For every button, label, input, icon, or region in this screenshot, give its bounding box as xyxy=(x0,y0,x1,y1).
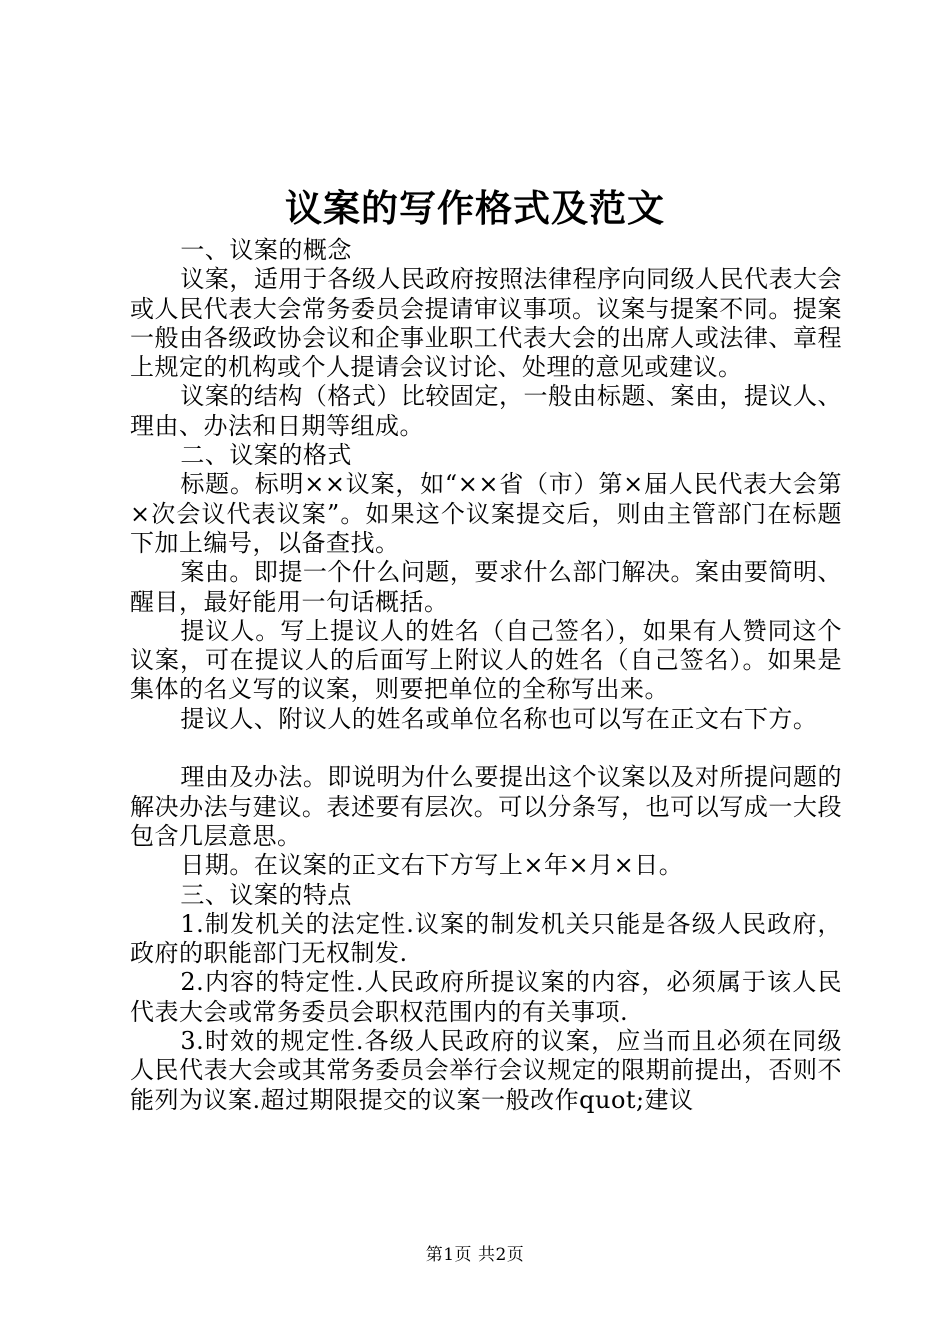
paragraph-cause: 案由。即提一个什么问题，要求什么部门解决。案由要简明、醒目，最好能用一句话概括。 xyxy=(130,558,842,616)
list-item-feature-3: 3.时效的规定性.各级人民政府的议案，应当而且必须在同级人民代表大会或其常务委员会举行会议规定的限期前提出，否则不能列为议案.超过期限提交的议案一般改作quot;建议 xyxy=(130,1027,842,1114)
document-title: 议案的写作格式及范文 xyxy=(285,186,665,230)
paragraph-reasons-methods: 理由及办法。即说明为什么要提出这个议案以及对所提问题的解决办法与建议。表述要有层次。可以分条写，也可以写成一大段包含几层意思。 xyxy=(130,763,842,850)
blank-line xyxy=(130,734,842,763)
section-heading-format: 二、议案的格式 xyxy=(180,441,352,470)
paragraph-proposer: 提议人。写上提议人的姓名（自己签名），如果有人赞同这个议案，可在提议人的后面写上附议人的姓名（自己签名）。如果是集体的名义写的议案，则要把单位的全称写出来。 xyxy=(130,616,842,704)
document-body xyxy=(130,236,842,1115)
paragraph-date: 日期。在议案的正文右下方写上×年×月×日。 xyxy=(180,851,684,880)
paragraph-structure: 议案的结构（格式）比较固定，一般由标题、案由，提议人、理由、办法和日期等组成。 xyxy=(130,382,842,440)
section-heading-features: 三、议案的特点 xyxy=(180,880,352,909)
list-item-feature-2: 2.内容的特定性.人民政府所提议案的内容，必须属于该人民代表大会或常务委员会职权范围内的有关事项. xyxy=(130,968,842,1026)
list-item-feature-1: 1.制发机关的法定性.议案的制发机关只能是各级人民政府，政府的职能部门无权制发. xyxy=(130,909,842,968)
page-number-footer: 第1页 共2页 xyxy=(425,1245,525,1265)
paragraph-title-format: 标题。标明××议案，如“××省（市）第×届人民代表大会第×次会议代表议案”。如果这个议案提交后，则由主管部门在标题下加上编号，以备查找。 xyxy=(130,470,842,557)
paragraph-proposer-placement: 提议人、附议人的姓名或单位名称也可以写在正文右下方。 xyxy=(180,704,818,733)
section-heading-concept: 一、议案的概念 xyxy=(180,236,352,264)
paragraph-definition: 议案，适用于各级人民政府按照法律程序向同级人民代表大会或人民代表大会常务委员会提请审议事项。议案与提案不同。提案一般由各级政协会议和企事业职工代表大会的出席人或法律、章程上规定的机构或个人提请会议讨论、处理的意见或建议。 xyxy=(130,265,842,382)
